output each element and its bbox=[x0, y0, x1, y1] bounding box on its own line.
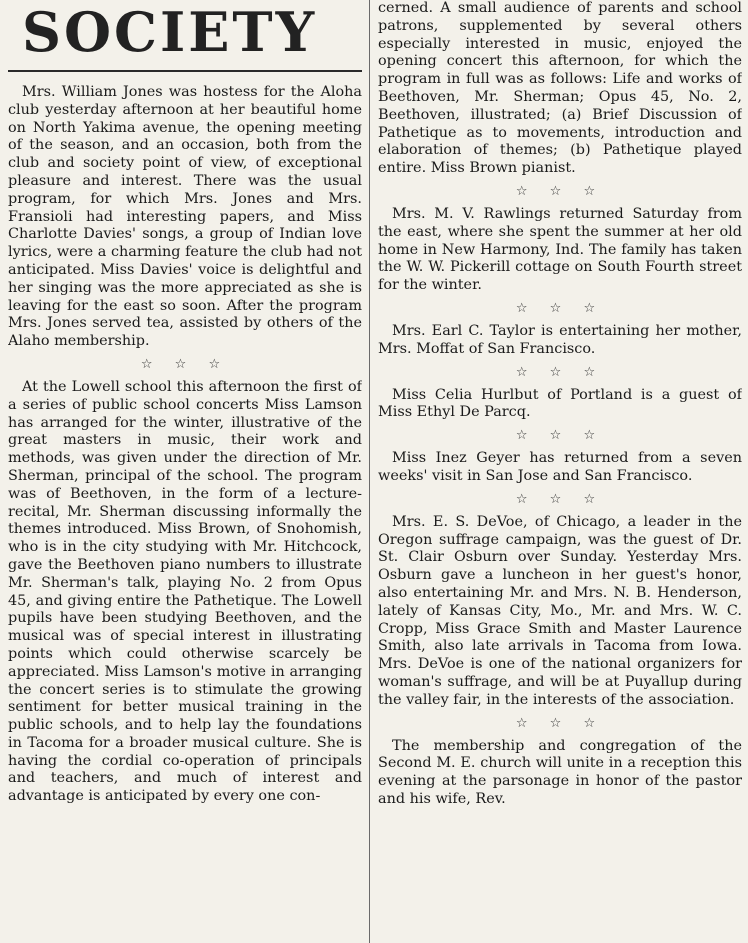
article-lowell-school-continued: cerned. A small audience of parents and school patrons, supplemented by several others especially interested in music, enjoyed the opening concert this afternoon, for which the program in full was as follows: Life and works of Beethoven, Mr. Sherman; Opus 45, No. 2, Beethoven, illustrated; (a) Brief Discussion of Pathetique as to movements, introduction and elaboration of themes; (b) Pathetique played entire. Miss Brown pianist. bbox=[378, 0, 742, 177]
star-separator bbox=[8, 355, 362, 375]
masthead-rule bbox=[8, 70, 362, 72]
article-rawlings: Mrs. M. V. Rawlings returned Saturday from the east, where she spent the summer at her old home in New Harmony, Ind. The family has taken the W. W. Pickerill cottage on South Fourth street for the winter. bbox=[378, 205, 742, 294]
star-icon: ☆ ☆ ☆ bbox=[515, 715, 605, 731]
star-icon: ☆ ☆ ☆ bbox=[515, 183, 605, 199]
star-separator bbox=[378, 299, 742, 319]
star-icon: ☆ ☆ ☆ bbox=[140, 356, 230, 372]
star-separator bbox=[378, 363, 742, 383]
star-icon: ☆ ☆ ☆ bbox=[515, 428, 605, 444]
article-aloha-club: Mrs. William Jones was hostess for the Aloha club yesterday afternoon at her beautiful home on North Yakima avenue, the opening meeting of the season, and an occasion, both from the club and society point of view, of exceptional pleasure and interest. There was the usual program, for which Mrs. Jones and Mrs. Fransioli had interesting papers, and Miss Charlotte Davies' songs, a group of Indian love lyrics, were a charming feature the club had not anticipated. Miss Davies' voice is delightful and her singing was the more appreciated as she is leaving for the east so soon. After the program Mrs. Jones served tea, assisted by others of the Alaho membership. bbox=[8, 84, 362, 350]
star-icon: ☆ ☆ ☆ bbox=[515, 491, 605, 507]
star-separator bbox=[378, 426, 742, 446]
left-column bbox=[8, 0, 362, 943]
article-taylor: Mrs. Earl C. Taylor is entertaining her mother, Mrs. Moffat of San Francisco. bbox=[378, 322, 742, 357]
star-separator bbox=[378, 490, 742, 510]
article-hurlbut: Miss Celia Hurlbut of Portland is a guest of Miss Ethyl De Parcq. bbox=[378, 386, 742, 421]
article-devoe: Mrs. E. S. DeVoe, of Chicago, a leader in the Oregon suffrage campaign, was the guest of Dr. St. Clair Osburn over Sunday. Yesterday Mrs. Osburn gave a luncheon in her guest's honor, also entertaining Mr. and Mrs. N. B. Henderson, lately of Kansas City, Mo., Mr. and Mrs. W. C. Cropp, Miss Grace Smith and Master Laurence Smith, also late arrivals in Tacoma from Iowa. Mrs. DeVoe is one of the national organizers for woman's suffrage, and will be at Puyallup during the valley fair, in the interests of the association. bbox=[378, 513, 742, 708]
article-lowell-school-concert: At the Lowell school this afternoon the first of a series of public school concerts Miss Lamson has arranged for the winter, illustrative of the great masters in music, their work and methods, was given under the direction of Mr. Sherman, principal of the school. The program was of Beethoven, in the form of a lecture-recital, Mr. Sherman discussing informally the themes introduced. Miss Brown, of Snohomish, who is in the city studying with Mr. Hitchcock, gave the Beethoven piano numbers to illustrate Mr. Sherman's talk, playing No. 2 from Opus 45, and giving entire the Pathetique. The Lowell pupils have been studying Beethoven, and the musical was of special interest in illustrating points which could otherwise scarcely be appreciated. Miss Lamson's motive in arranging the concert series is to stimulate the growing sentiment for better musical training in the public schools, and to help lay the foundations in Tacoma for a broader musical culture. She is having the cordial co-operation of principals and teachers, and much of interest and advantage is anticipated by every one con- bbox=[8, 378, 362, 805]
star-separator bbox=[378, 714, 742, 734]
article-geyer: Miss Inez Geyer has returned from a seven weeks' visit in San Jose and San Francisco. bbox=[378, 450, 742, 484]
star-icon: ☆ ☆ ☆ bbox=[515, 364, 605, 380]
right-column bbox=[378, 0, 742, 943]
section-masthead: SOCIETY bbox=[22, 0, 318, 64]
star-separator bbox=[378, 182, 742, 202]
column-divider bbox=[369, 0, 370, 943]
article-second-me-church: The membership and congregation of the Second M. E. church will unite in a reception this evening at the parsonage in honor of the pastor and his wife, Rev. bbox=[378, 737, 742, 807]
star-icon: ☆ ☆ ☆ bbox=[515, 300, 605, 316]
